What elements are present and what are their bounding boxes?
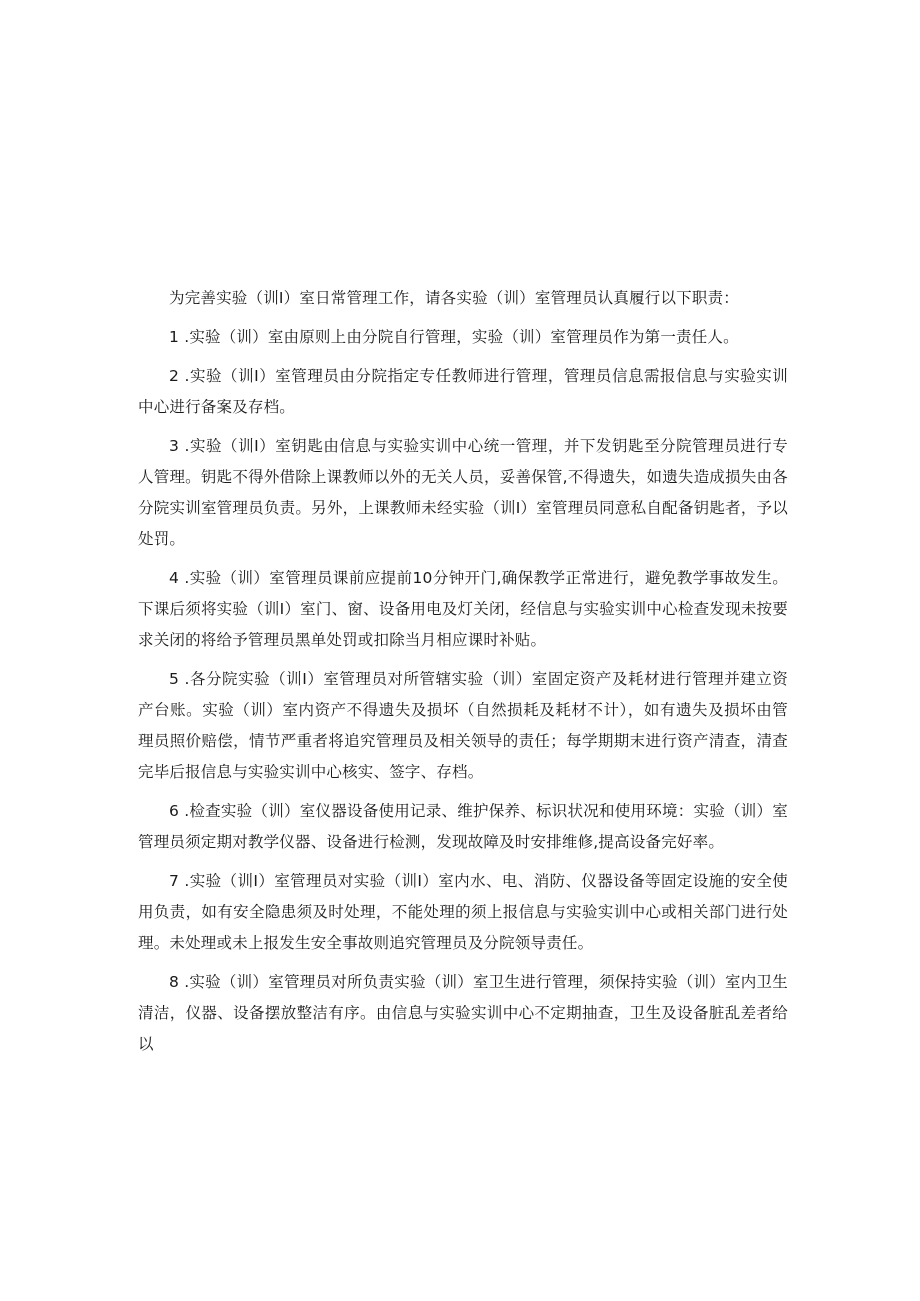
item-text: .检查实验（训）室仪器设备使用记录、维护保养、标识状况和使用环境：实验（训）室管理员须定期对教学仪器、设备进行检测，发现故障及时安排维修,提高设备完好率。 xyxy=(138,802,788,851)
item-number: 3 xyxy=(169,437,180,455)
item-number: 8 xyxy=(169,973,180,991)
item-number: 7 xyxy=(169,872,180,890)
item-text: .实验（训I）室钥匙由信息与实验实训中心统一管理，并下发钥匙至分院管理员进行专人管理。钥匙不得外借除上课教师以外的无关人员，妥善保管,不得遗失，如遗失造成损失由各分院实训室管理员负责。另外，上课教师未经实验（训I）室管理员同意私自配备钥匙者，予以处罚。 xyxy=(138,437,788,548)
item-number: 6 xyxy=(169,802,180,820)
duty-item-4 xyxy=(138,563,788,656)
duty-item-5 xyxy=(138,664,788,788)
duty-item-3 xyxy=(138,431,788,555)
intro-paragraph: 为完善实验（训I）室日常管理工作，请各实验（训）室管理员认真履行以下职责： xyxy=(169,289,739,307)
item-text: .实验（训I）室管理员由分院指定专任教师进行管理，管理员信息需报信息与实验实训中心进行备案及存档。 xyxy=(138,367,788,416)
item-text: .实验（训）室由原则上由分院自行管理，实验（训）室管理员作为第一责任人。 xyxy=(179,328,739,346)
item-text: .各分院实验（训I）室管理员对所管辖实验（训）室固定资产及耗材进行管理并建立资产台账。实验（训）室内资产不得遗失及损坏（自然损耗及耗材不计），如有遗失及损坏由管理员照价赔偿，情节严重者将追究管理员及相关领导的责任；每学期期末进行资产清查，清查完毕后报信息与实验实训中心核实、签字、存档。 xyxy=(138,670,788,781)
item-text: .实验（训）室管理员课前应提前10分钟开门,确保教学正常进行，避免教学事故发生。下课后须将实验（训I）室门、窗、设备用电及灯关闭，经信息与实验实训中心检查发现未按要求关闭的将给予管理员黑单处罚或扣除当月相应课时补贴。 xyxy=(138,569,788,649)
duty-item-7 xyxy=(138,866,788,959)
item-number: 5 xyxy=(169,670,180,688)
item-text: .实验（训I）室管理员对实验（训I）室内水、电、消防、仪器设备等固定设施的安全使用负责，如有安全隐患须及时处理，不能处理的须上报信息与实验实训中心或相关部门进行处理。未处理或未上报发生安全事故则追究管理员及分院领导责任。 xyxy=(138,872,788,952)
item-number: 1 xyxy=(169,328,180,346)
item-number: 4 xyxy=(169,569,180,587)
item-text: .实验（训）室管理员对所负责实验（训）室卫生进行管理，须保持实验（训）室内卫生清洁，仪器、设备摆放整洁有序。由信息与实验实训中心不定期抽查，卫生及设备脏乱差者给以 xyxy=(138,973,788,1053)
duty-item-6 xyxy=(138,796,788,858)
item-number: 2 xyxy=(169,367,180,385)
duty-item-2 xyxy=(138,361,788,423)
document-body xyxy=(138,283,788,1068)
duty-item-8 xyxy=(138,967,788,1060)
duty-item-1 xyxy=(138,322,788,353)
